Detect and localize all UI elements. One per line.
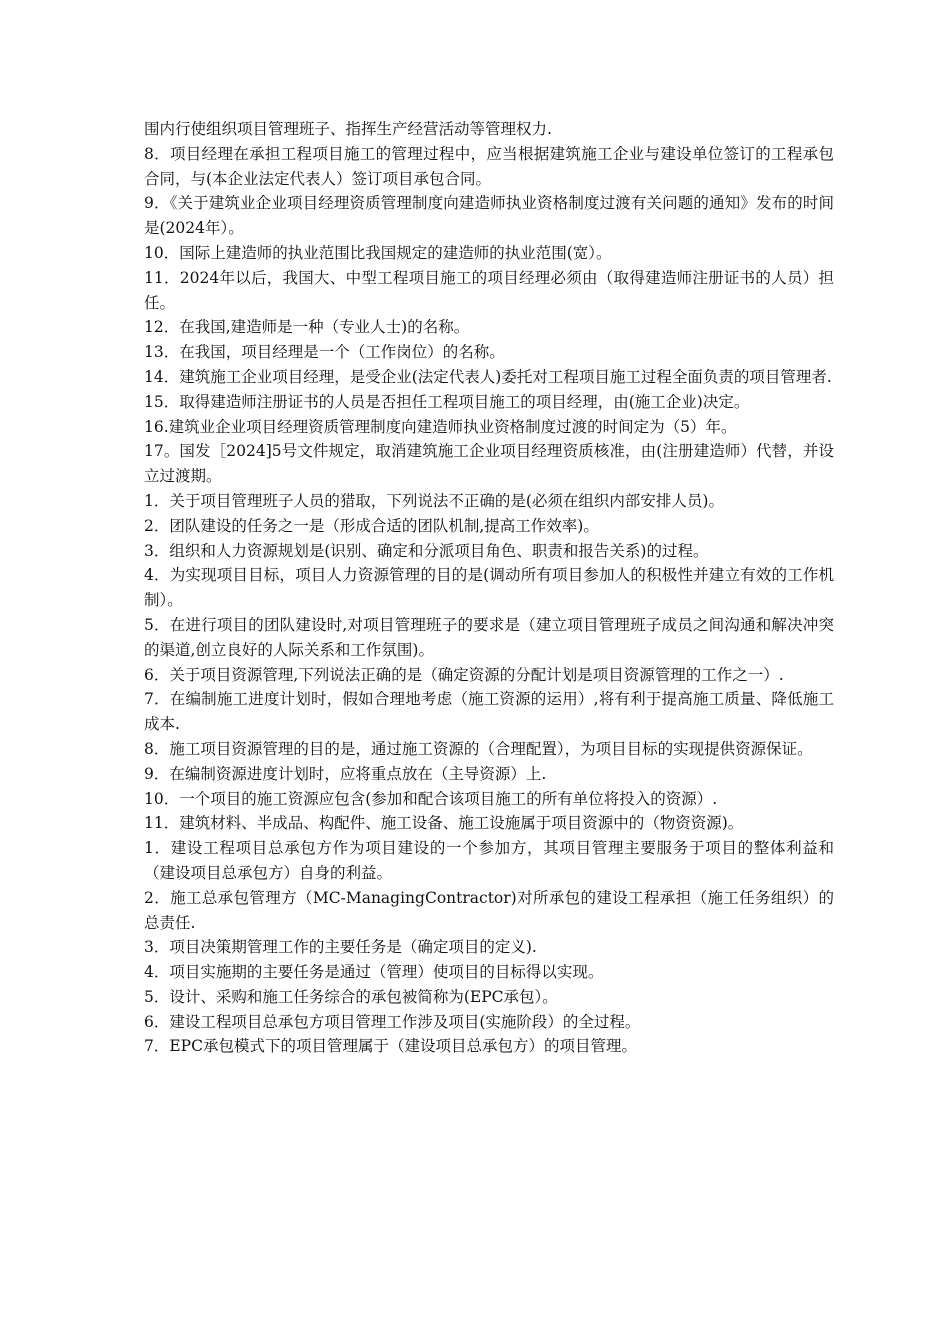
paragraph: 4．项目实施期的主要任务是通过（管理）使项目的目标得以实现。 — [144, 963, 604, 982]
paragraph: 4．为实现项目目标，项目人力资源管理的目的是(调动所有项目参加人的积极性并建立有效的工作机制）。 — [144, 566, 834, 610]
paragraph: 围内行使组织项目管理班子、指挥生产经营活动等管理权力. — [144, 120, 552, 138]
paragraph: 1．建设工程项目总承包方作为项目建设的一个参加方，其项目管理主要服务于项目的整体利益和（建设项目总承包方）自身的利益。 — [144, 839, 834, 882]
paragraph: 7．在编制施工进度计划时，假如合理地考虑（施工资源的运用）,将有利于提高施工质量、降低施工成本. — [144, 690, 834, 734]
paragraph: 3．项目决策期管理工作的主要任务是（确定项目的定义). — [144, 938, 537, 957]
paragraph: 9．在编制资源进度计划时，应将重点放在（主导资源）上. — [144, 764, 547, 783]
paragraph: 3．组织和人力资源规划是(识别、确定和分派项目角色、职责和报告关系)的过程。 — [144, 541, 709, 560]
paragraph: 6．建设工程项目总承包方项目管理工作涉及项目(实施阶段）的全过程。 — [144, 1012, 641, 1031]
paragraph: 7．EPC承包模式下的项目管理属于（建设项目总承包方）的项目管理。 — [144, 1037, 637, 1056]
paragraph: 2．团队建设的任务之一是（形成合适的团队机制,提高工作效率)。 — [144, 516, 599, 535]
paragraph: 1．关于项目管理班子人员的猎取，下列说法不正确的是(必须在组织内部安排人员)。 — [144, 491, 724, 510]
paragraph: 14．建筑施工企业项目经理，是受企业(法定代表人)委托对工程项目施工过程全面负责的项目管理者. — [144, 367, 832, 386]
paragraph: 13．在我国，项目经理是一个（工作岗位）的名称。 — [144, 343, 505, 362]
paragraph: 17。国发［2024]5号文件规定，取消建筑施工企业项目经理资质核准，由(注册建造师）代替，并设立过渡期。 — [144, 442, 834, 486]
paragraph: 5．设计、采购和施工任务综合的承包被简称为(EPC承包）。 — [144, 987, 558, 1006]
paragraph: 5．在进行项目的团队建设时,对项目管理班子的要求是（建立项目管理班子成员之间沟通和解决冲突的渠道,创立良好的人际关系和工作氛围)。 — [144, 615, 834, 659]
paragraph: 8．施工项目资源管理的目的是，通过施工资源的（合理配置），为项目目标的实现提供资源保证。 — [144, 739, 813, 758]
document-body — [144, 117, 834, 1059]
paragraph: 8．项目经理在承担工程项目施工的管理过程中，应当根据建筑施工企业与建设单位签订的工程承包合同，与(本企业法定代表人）签订项目承包合同。 — [144, 144, 834, 188]
paragraph: 9．《关于建筑业企业项目经理资质管理制度向建造师执业资格制度过渡有关问题的通知》发布的时间是(2024年）。 — [144, 194, 834, 238]
paragraph: 16.建筑业企业项目经理资质管理制度向建造师执业资格制度过渡的时间定为（5）年。 — [144, 417, 737, 436]
paragraph: 10．一个项目的施工资源应包含(参加和配合该项目施工的所有单位将投入的资源）. — [144, 789, 718, 808]
paragraph: 12．在我国,建造师是一种（专业人士)的名称。 — [144, 318, 470, 337]
paragraph: 6．关于项目资源管理,下列说法正确的是（确定资源的分配计划是项目资源管理的工作之一）. — [144, 665, 784, 684]
paragraph: 10．国际上建造师的执业范围比我国规定的建造师的执业范围(宽）。 — [144, 243, 612, 262]
paragraph: 15．取得建造师注册证书的人员是否担任工程项目施工的项目经理，由(施工企业)决定。 — [144, 392, 750, 411]
paragraph: 2．施工总承包管理方（MC-ManagingContractor)对所承包的建设工程承担（施工任务组织）的总责任. — [144, 888, 834, 932]
paragraph: 11．建筑材料、半成品、构配件、施工设备、施工设施属于项目资源中的（物资资源)。 — [144, 814, 744, 833]
paragraph: 11．2024年以后，我国大、中型工程项目施工的项目经理必须由（取得建造师注册证书的人员）担任。 — [144, 268, 834, 312]
